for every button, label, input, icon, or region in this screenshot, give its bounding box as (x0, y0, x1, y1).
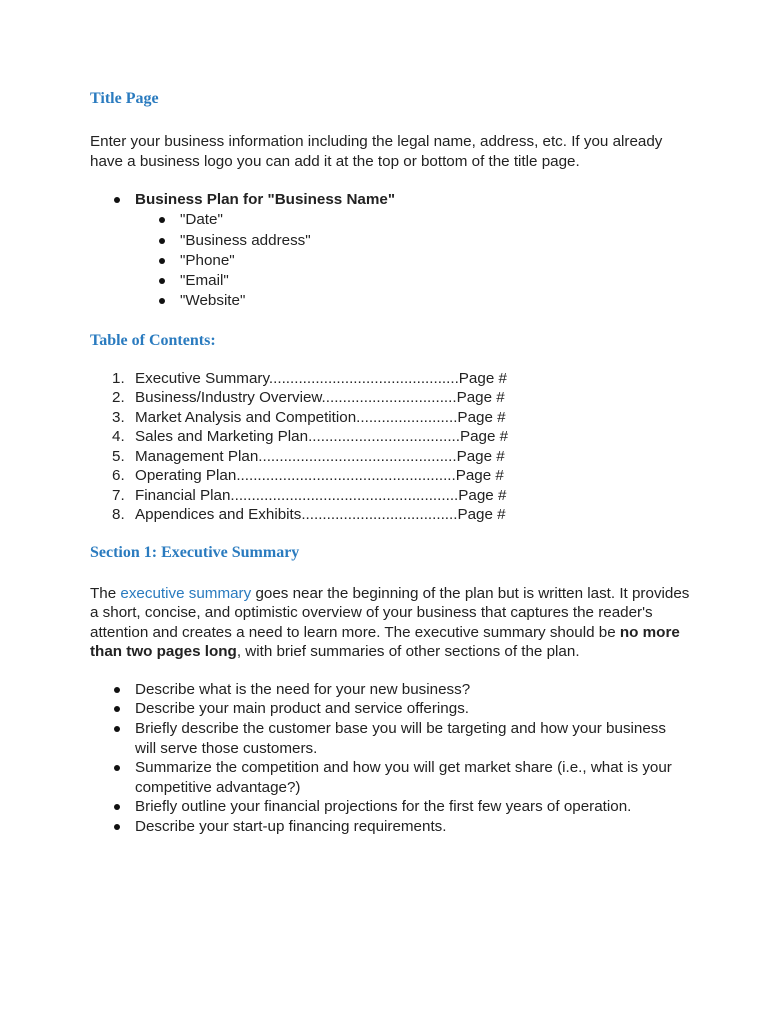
title-page-heading: Title Page (90, 90, 159, 107)
toc-item (90, 427, 690, 447)
toc-item-number: 3. (112, 408, 125, 426)
toc-item-text: Financial Plan......................................................Page # (135, 486, 507, 504)
toc-item-number: 2. (112, 389, 125, 407)
list-item: "Date" (135, 210, 690, 230)
section1-text-end: , with brief summaries of other sections of the plan. (236, 643, 580, 661)
section1-heading: Section 1: Executive Summary (90, 543, 300, 561)
list-item: Briefly describe the customer base you will be targeting and how your business will serve those customers. (90, 719, 690, 758)
toc-item (90, 369, 690, 389)
toc-item-number: 4. (112, 428, 125, 446)
executive-summary-link[interactable]: executive summary (120, 584, 252, 602)
list-item: "Business address" (135, 231, 690, 251)
toc-item-number: 5. (112, 447, 125, 465)
toc-item (90, 447, 690, 467)
section1-text-start: The (90, 584, 121, 602)
toc-item-text: Operating Plan....................................................Page # (135, 467, 504, 485)
list-item: "Email" (135, 271, 690, 291)
title-page-bullets (90, 190, 690, 312)
toc-item-text: Business/Industry Overview................................Page # (135, 389, 505, 407)
section1-bullets (90, 680, 690, 837)
toc-item-text: Market Analysis and Competition........................Page # (135, 408, 506, 426)
title-page-intro: Enter your business information including the legal name, address, etc. If you already have a business logo you can add it at the top or bottom of the title page. (90, 133, 663, 170)
main-bullet-text: Business Plan for "Business Name" (135, 191, 396, 208)
section1-text-middle: goes near the beginning of the plan but is written last. It provides a short, concise, and optimistic overview of your business that captures the reader's attention and creates a need to learn more. The executive summary should be (90, 584, 690, 641)
toc-item (90, 505, 690, 525)
toc-item-text: Sales and Marketing Plan....................................Page # (135, 428, 509, 446)
list-item: Summarize the competition and how you will get market share (i.e., what is your competitive advantage?) (90, 758, 690, 797)
toc-item (90, 388, 690, 408)
toc-list (90, 369, 690, 525)
toc-item (90, 466, 690, 486)
document-page (90, 88, 690, 837)
title-page-sub-bullets (135, 210, 690, 311)
toc-item-text: Management Plan...............................................Page # (135, 447, 505, 465)
list-item (90, 190, 690, 312)
list-item: "Phone" (135, 251, 690, 271)
toc-item-text: Appendices and Exhibits.....................................Page # (135, 506, 506, 524)
list-item: Describe your start-up financing requirements. (90, 817, 690, 837)
toc-item-number: 7. (112, 486, 125, 504)
list-item: "Website" (135, 291, 690, 311)
toc-item (90, 486, 690, 506)
section1-paragraph (90, 584, 690, 662)
list-item: Describe what is the need for your new business? (90, 680, 690, 700)
toc-item-text: Executive Summary.............................................Page # (135, 369, 507, 387)
toc-item-number: 8. (112, 506, 125, 524)
section1-text-bold: no more than two pages long (90, 623, 680, 661)
list-item: Briefly outline your financial projections for the first few years of operation. (90, 797, 690, 817)
list-item: Describe your main product and service offerings. (90, 699, 690, 719)
toc-item-number: 1. (112, 369, 125, 387)
toc-heading: Table of Contents: (90, 331, 216, 349)
toc-item (90, 408, 690, 428)
toc-item-number: 6. (112, 467, 125, 485)
